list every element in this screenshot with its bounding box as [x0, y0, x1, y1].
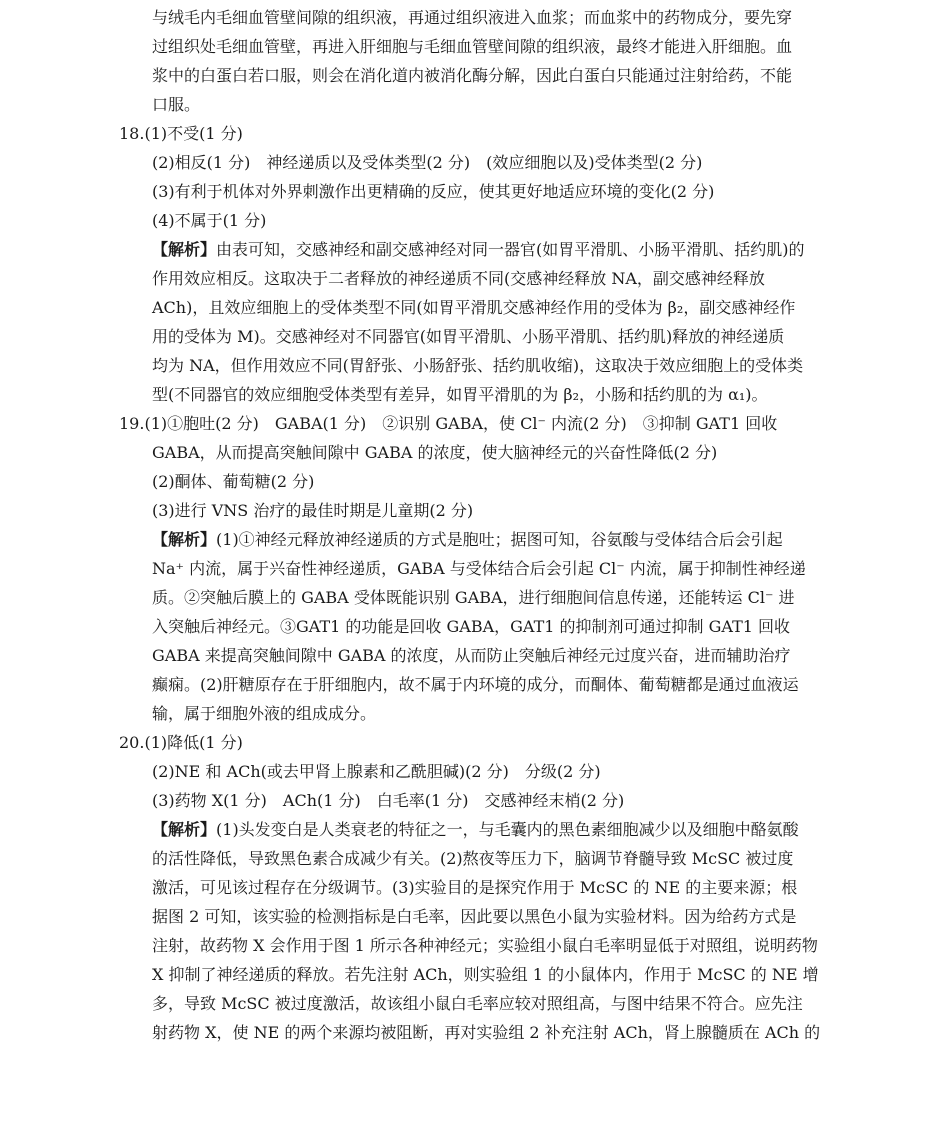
body-text: 过组织处毛细血管壁，再进入肝细胞与毛细血管壁间隙的组织液，最终才能进入肝细胞。血: [152, 37, 793, 56]
body-text: (2)相反(1 分) 神经递质以及受体类型(2 分) (效应细胞以及)受体类型(2 分): [152, 153, 703, 172]
answer-text: (1)①胞吐(2 分) GABA(1 分) ②识别 GABA，使 Cl⁻ 内流(2 分) ③抑制 GAT1 回收: [144, 414, 778, 433]
body-text: Na⁺ 内流，属于兴奋性神经递质，GABA 与受体结合后会引起 Cl⁻ 内流，属于抑制性神经递: [152, 559, 806, 578]
body-text: 用的受体为 M)。交感神经对不同器官(如胃平滑肌、小肠平滑肌、括约肌)释放的神经递质: [152, 327, 785, 346]
body-text: (4)不属于(1 分): [152, 211, 267, 230]
body-text: 多，导致 McSC 被过度激活，故该组小鼠白毛率应较对照组高，与图中结果不符合。应先注: [152, 994, 803, 1013]
text-line: [152, 438, 830, 467]
answer-text: (1)不受(1 分): [144, 124, 243, 143]
body-text: 的活性降低，导致黑色素合成减少有关。(2)熬夜等压力下，脑调节脊髓导致 McSC 被过度: [152, 849, 794, 868]
text-line: [152, 206, 830, 235]
body-text: 浆中的白蛋白若口服，则会在消化道内被消化酶分解，因此白蛋白只能通过注射给药，不能: [152, 66, 793, 85]
text-line: [152, 612, 830, 641]
text-line: [152, 264, 830, 293]
answer-text: (1)降低(1 分): [144, 733, 243, 752]
body-text: 质。②突触后膜上的 GABA 受体既能识别 GABA，进行细胞间信息传递，还能转运 Cl⁻ 进: [152, 588, 795, 607]
text-line: [152, 902, 830, 931]
body-text: 作用效应相反。这取决于二者释放的神经递质不同(交感神经释放 NA，副交感神经释放: [152, 269, 765, 288]
body-text: ACh)，且效应细胞上的受体类型不同(如胃平滑肌交感神经作用的受体为 β₂，副交感神经作: [152, 298, 796, 317]
text-line: [152, 989, 830, 1018]
body-text: 射药物 X，使 NE 的两个来源均被阻断，再对实验组 2 补充注射 ACh，肾上腺髓质在 ACh 的: [152, 1023, 821, 1042]
text-line: [152, 641, 830, 670]
text-line: [152, 844, 830, 873]
body-text: 入突触后神经元。③GAT1 的功能是回收 GABA，GAT1 的抑制剂可通过抑制 GAT1 回收: [152, 617, 791, 636]
text-line: [152, 467, 830, 496]
text-line: [152, 525, 830, 554]
body-text: (3)药物 X(1 分) ACh(1 分) 白毛率(1 分) 交感神经末梢(2 分): [152, 791, 625, 810]
text-line: [152, 380, 830, 409]
text-line: [152, 177, 830, 206]
text-line: [152, 293, 830, 322]
text-line: [152, 554, 830, 583]
text-line: [152, 786, 830, 815]
text-line: [152, 235, 830, 264]
text-line: [152, 61, 830, 90]
text-line: [152, 32, 830, 61]
analysis-label: 【解析】: [152, 530, 217, 549]
text-line: [152, 322, 830, 351]
body-text: GABA 来提高突触间隙中 GABA 的浓度，从而防止突触后神经元过度兴奋，进而辅助治疗: [152, 646, 791, 665]
body-text: 与绒毛内毛细血管壁间隙的组织液，再通过组织液进入血浆；而血浆中的药物成分，要先穿: [152, 8, 793, 27]
body-text: (3)有利于机体对外界刺激作出更精确的反应，使其更好地适应环境的变化(2 分): [152, 182, 715, 201]
body-text: (2)NE 和 ACh(或去甲肾上腺素和乙酰胆碱)(2 分) 分级(2 分): [152, 762, 601, 781]
question-number: 18.: [119, 124, 145, 143]
text-line: [119, 409, 797, 438]
text-line: [152, 873, 830, 902]
text-line: [152, 351, 830, 380]
body-text: GABA，从而提高突触间隙中 GABA 的浓度，使大脑神经元的兴奋性降低(2 分): [152, 443, 718, 462]
question-number: 19.: [119, 414, 145, 433]
body-text: 激活，可见该过程存在分级调节。(3)实验目的是探究作用于 McSC 的 NE 的主要来源；根: [152, 878, 798, 897]
analysis-label: 【解析】: [152, 820, 217, 839]
analysis-text: 由表可知，交感神经和副交感神经对同一器官(如胃平滑肌、小肠平滑肌、括约肌)的: [216, 240, 805, 259]
text-line: [152, 148, 830, 177]
text-line: [152, 670, 830, 699]
body-text: (3)进行 VNS 治疗的最佳时期是儿童期(2 分): [152, 501, 474, 520]
text-line: [152, 699, 830, 728]
text-line: [152, 496, 830, 525]
text-line: [152, 3, 830, 32]
body-text: 注射，故药物 X 会作用于图 1 所示各种神经元；实验组小鼠白毛率明显低于对照组，说明药物: [152, 936, 818, 955]
text-line: [119, 728, 797, 757]
text-line: [119, 119, 797, 148]
body-text: 据图 2 可知，该实验的检测指标是白毛率，因此要以黑色小鼠为实验材料。因为给药方式是: [152, 907, 797, 926]
text-line: [152, 931, 830, 960]
text-line: [152, 583, 830, 612]
analysis-text: (1)①神经元释放神经递质的方式是胞吐；据图可知，谷氨酸与受体结合后会引起: [216, 530, 783, 549]
body-text: X 抑制了神经递质的释放。若先注射 ACh，则实验组 1 的小鼠体内，作用于 McSC 的 NE 增: [152, 965, 819, 984]
analysis-label: 【解析】: [152, 240, 217, 259]
text-line: [152, 960, 830, 989]
analysis-text: (1)头发变白是人类衰老的特征之一，与毛囊内的黑色素细胞减少以及细胞中酪氨酸: [216, 820, 799, 839]
text-line: [152, 815, 830, 844]
body-text: 口服。: [152, 95, 201, 114]
body-text: 癫痫。(2)肝糖原存在于肝细胞内，故不属于内环境的成分，而酮体、葡萄糖都是通过血液运: [152, 675, 799, 694]
body-text: 输，属于细胞外液的组成成分。: [152, 704, 377, 723]
text-line: [152, 1018, 830, 1047]
body-text: 型(不同器官的效应细胞受体类型有差异，如胃平滑肌的为 β₂，小肠和括约肌的为 α₁)。: [152, 385, 768, 404]
text-line: [152, 757, 830, 786]
body-text: (2)酮体、葡萄糖(2 分): [152, 472, 315, 491]
question-number: 20.: [119, 733, 145, 752]
body-text: 均为 NA，但作用效应不同(胃舒张、小肠舒张、括约肌收缩)，这取决于效应细胞上的受体类: [152, 356, 804, 375]
text-line: [152, 90, 830, 119]
